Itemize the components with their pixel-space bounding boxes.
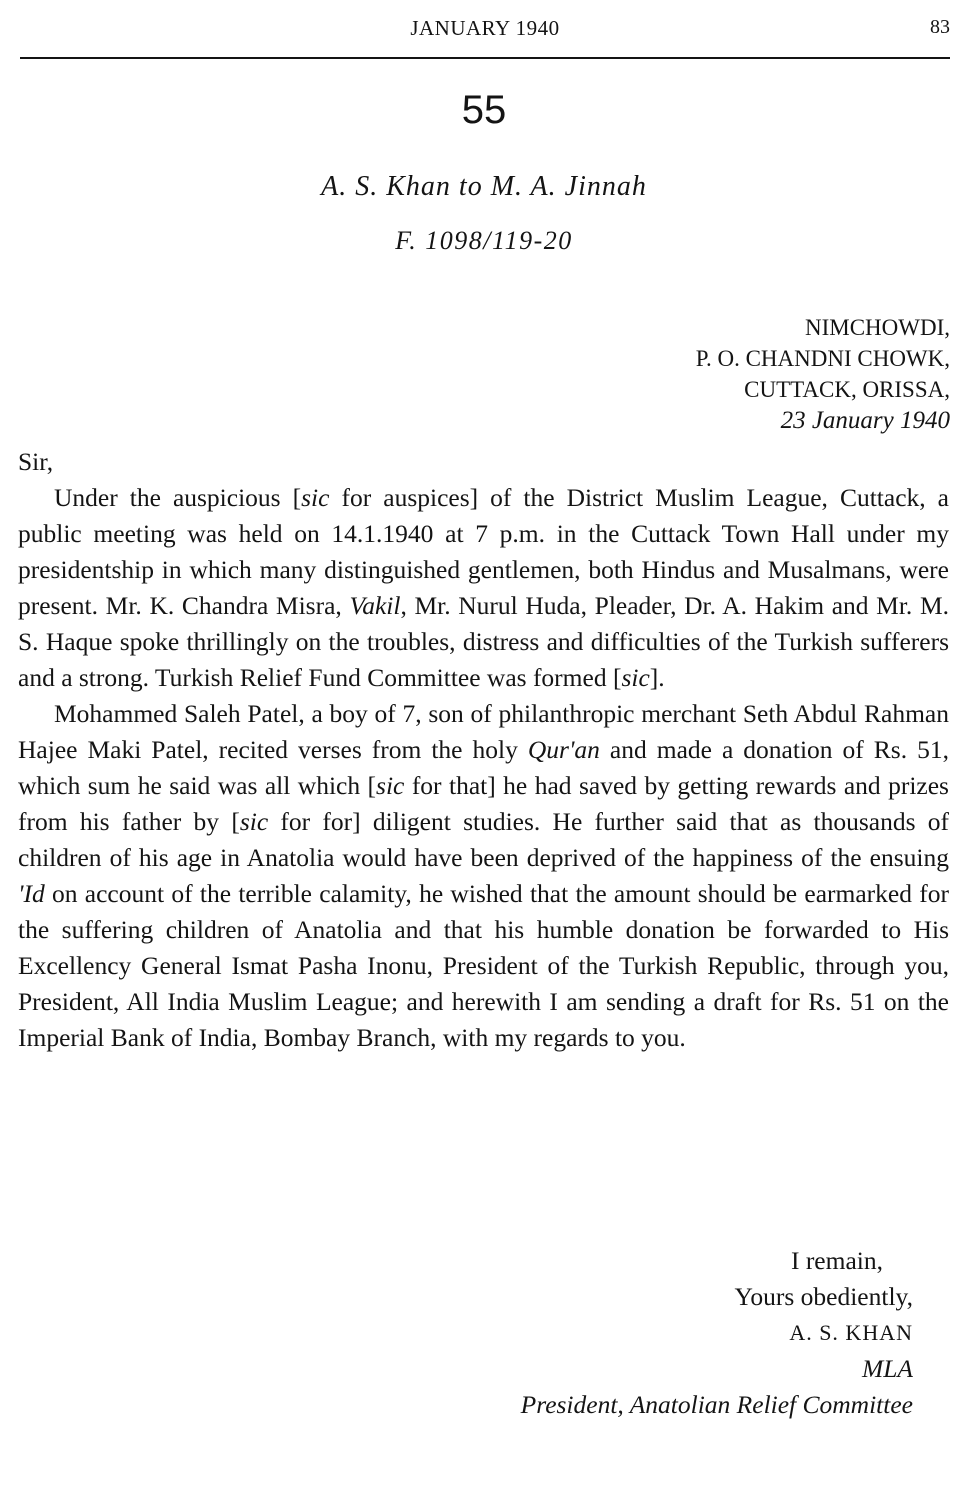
- p2-sic-2: sic: [239, 807, 269, 836]
- letter-date: 23 January 1940: [780, 407, 950, 434]
- p2-text-i: on account of the terrible calamity, he wished that the amount should be earmarked for the suffering children of Anatolia and that his humble donation be forwarded to His Excellency General Ismat Pasha Inonu, President of the Turkish Republic, through you, President, All India Muslim League; and herewith I am sending a draft for Rs. 51 on the Imperial Bank of India, Bombay Branch, with my regards to you.: [18, 879, 949, 1052]
- p1-sic-2: sic: [621, 663, 650, 692]
- p1-text-c: for auspices] of the District Muslim League, Cuttack, a public meeting was held on 14.1.1940 at 7 p.m. in the Cuttack Town Hall under my presidentship in which many distinguished gentlemen, both Hindus and Musalmans, were present. Mr. K. Chandra Misra,: [18, 483, 949, 620]
- p2-quran: Qur'an: [527, 735, 600, 764]
- p1-text-a: Under the auspicious [: [54, 483, 302, 512]
- page-number: 83: [930, 16, 950, 38]
- document-heading: A. S. Khan to M. A. Jinnah: [321, 171, 647, 202]
- signer-role: President, Anatolian Relief Committee: [520, 1390, 913, 1419]
- closing-remain: I remain,: [790, 1246, 883, 1275]
- header-rule: [20, 57, 950, 59]
- p2-text-a: Mohammed Saleh Patel, a boy of 7, son of philanthropic merchant Seth Abdul Rahman Hajee Maki Patel, recited verses from the holy: [18, 699, 949, 764]
- p1-vakil: Vakil: [349, 591, 401, 620]
- document-reference: F. 1098/119-20: [395, 226, 573, 255]
- address-line-1: NIMCHOWDI,: [804, 315, 950, 340]
- paragraph-2: [18, 696, 949, 1056]
- p2-sic-1: sic: [376, 771, 405, 800]
- p2-text-e: for that] he had saved by getting rewards and prizes from his father by [: [18, 771, 949, 836]
- p1-sic-1: sic: [301, 483, 330, 512]
- p2-text-c: and made a donation of Rs. 51, which sum he said was all which [: [18, 735, 949, 800]
- letter-closing: [521, 1243, 913, 1423]
- document-number: 55: [461, 88, 507, 132]
- address-line-2: P. O. CHANDNI CHOWK,: [695, 346, 950, 371]
- paragraph-1: [18, 480, 949, 696]
- running-title: JANUARY 1940: [410, 16, 560, 40]
- p2-id: 'Id: [18, 879, 45, 908]
- letter-body: [18, 444, 949, 1056]
- p1-text-e: , Mr. Nurul Huda, Pleader, Dr. A. Hakim and Mr. M. S. Haque spoke thrillingly on the troubles, distress and difficulties of the Turkish sufferers and a strong. Turkish Relief Fund Committee was formed [: [18, 591, 949, 692]
- p2-text-g: for for] diligent studies. He further said that as thousands of children of his age in Anatolia would have been deprived of the happiness of the ensuing: [18, 807, 950, 872]
- p1-text-g: ].: [649, 663, 665, 692]
- address-line-3: CUTTACK, ORISSA,: [744, 377, 950, 402]
- signer-name: A. S. KHAN: [789, 1320, 913, 1345]
- running-header: [20, 16, 950, 44]
- sender-address: [696, 312, 950, 436]
- signer-title: MLA: [862, 1354, 913, 1383]
- salutation: Sir,: [18, 447, 54, 476]
- closing-yours: Yours obediently,: [734, 1282, 913, 1311]
